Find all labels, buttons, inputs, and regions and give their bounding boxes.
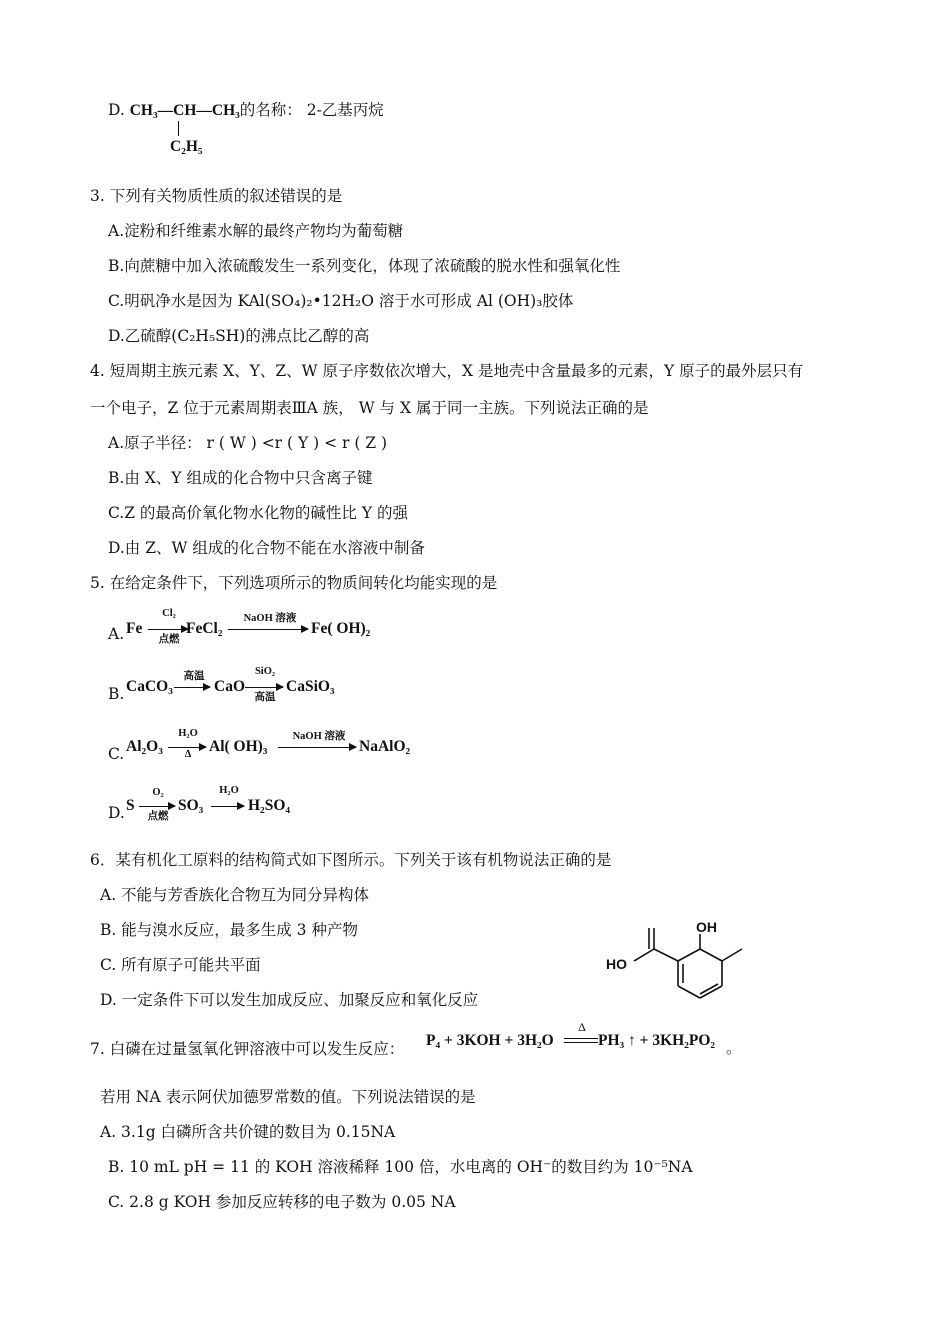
q5b-s2: CaO (214, 678, 245, 695)
q4-stem-1: 4. 短周期主族元素 X、Y、Z、W 原子序数依次增大，X 是地壳中含量最多的元素，Y 原子的最外层只有 (90, 362, 804, 380)
q6-option-c: C. 所有原子可能共平面 (100, 956, 261, 974)
q5a-s1: Fe (126, 620, 143, 637)
q3-option-b: B.向蔗糖中加入浓硫酸发生一系列变化，体现了浓硫酸的脱水性和强氧化性 (108, 257, 621, 275)
q6-structure-diagram (600, 918, 760, 1018)
q4-option-d: D.由 Z、W 组成的化合物不能在水溶液中制备 (108, 539, 425, 557)
q7-stem: 7. 白磷在过量氢氧化钾溶液中可以发生反应： (90, 1040, 405, 1058)
q5d-c2-top: H₂O (219, 785, 239, 796)
q5b-arrow-2 (245, 687, 283, 688)
q2-option-d (108, 101, 384, 121)
q5d-s3: H₂SO₄ (248, 797, 291, 814)
q2d-branch: C₂H₅ (170, 138, 203, 155)
q2d-suffix: 的名称： 2-乙基丙烷 (239, 101, 384, 119)
q5d-label: D. (108, 804, 125, 822)
q6-stem: 6．某有机化工原料的结构简式如下图所示。下列关于该有机物说法正确的是 (90, 851, 612, 869)
q5b-label: B. (108, 685, 125, 703)
q5a-c1-bot: 点燃 (158, 634, 180, 645)
q7-option-b: B. 10 mL pH = 11 的 KOH 溶液稀释 100 倍，水电离的 OH⁻的数目约为 10⁻⁵NA (108, 1158, 693, 1176)
q2d-branch-bond (178, 121, 179, 136)
q4-option-b: B.由 X、Y 组成的化合物中只含离子键 (108, 469, 373, 487)
q3-option-c: C.明矾净水是因为 KAl(SO₄)₂•12H₂O 溶于水可形成 Al (OH)₃胶体 (108, 292, 574, 310)
q3-option-d: D.乙硫醇(C₂H₅SH)的沸点比乙醇的高 (108, 327, 370, 345)
q5a-c1-top: Cl₂ (162, 608, 176, 619)
q7-equation (426, 1022, 756, 1062)
q5-option-a (108, 608, 508, 648)
q7-intro: 若用 NA 表示阿伏加德罗常数的值。下列说法错误的是 (100, 1088, 476, 1106)
q5d-s2: SO₃ (178, 797, 204, 814)
q5b-c2-bot: 高温 (254, 692, 276, 703)
q5a-c2-top: NaOH 溶液 (243, 613, 297, 624)
q5a-label: A. (108, 625, 125, 643)
q5b-c1-top: 高温 (183, 671, 205, 682)
q4-stem-2: 一个电子，Z 位于元素周期表ⅢA 族， W 与 X 属于同一主族。下列说法正确的是 (90, 399, 649, 417)
q7-rhs: PH₃ ↑ + 3KH₂PO₂ (598, 1032, 716, 1049)
q5-stem: 5. 在给定条件下，下列选项所示的物质间转化均能实现的是 (90, 574, 498, 592)
q5c-arrow-1 (168, 747, 206, 748)
q6-structure-bonds (634, 928, 742, 998)
q5b-s3: CaSiO₃ (286, 678, 335, 695)
q5-option-c (108, 726, 508, 766)
q5a-s3: Fe( OH)₂ (311, 620, 371, 637)
q5-option-d (108, 785, 508, 825)
q5a-s2: FeCl₂ (186, 620, 223, 637)
q5c-s3: NaAlO₂ (359, 738, 411, 755)
q5d-arrow-2 (211, 806, 244, 807)
q5a-arrow-1 (148, 629, 188, 630)
q5b-arrow-1 (174, 687, 210, 688)
q2d-label: D. (108, 101, 130, 119)
q7-condition: Δ (578, 1020, 586, 1034)
q5d-c1-top: O₂ (152, 787, 164, 798)
q4-option-a: A.原子半径： r ( W ) <r ( Y ) < r ( Z ) (108, 434, 388, 452)
q7-equals-sign (564, 1038, 598, 1043)
q5d-c1-bot: 点燃 (147, 811, 169, 822)
q6-option-b: B. 能与溴水反应，最多生成 3 种产物 (100, 921, 358, 939)
q7-lhs: P₄ + 3KOH + 3H₂O (426, 1032, 554, 1049)
q7-end: 。 (726, 1039, 742, 1057)
q5c-c2-top: NaOH 溶液 (292, 731, 346, 742)
q5c-s2: Al( OH)₃ (209, 738, 268, 755)
q5c-c1-bot: Δ (184, 749, 192, 760)
q5c-label: C. (108, 745, 125, 763)
q5a-arrow-2 (228, 629, 308, 630)
q5d-arrow-1 (139, 806, 175, 807)
q5d-s1: S (126, 797, 135, 814)
q3-option-a: A.淀粉和纤维素水解的最终产物均为葡萄糖 (108, 222, 404, 240)
q5b-s1: CaCO₃ (126, 678, 173, 695)
q6-option-d: D. 一定条件下可以发生加成反应、加聚反应和氧化反应 (100, 991, 479, 1009)
q6-oh-label: OH (696, 919, 717, 935)
q5c-s1: Al₂O₃ (126, 738, 163, 755)
q6-option-a: A. 不能与芳香族化合物互为同分异构体 (100, 886, 370, 904)
q4-option-c: C.Z 的最高价氧化物水化物的碱性比 Y 的强 (108, 504, 409, 522)
q2d-main-chain: CH₃—CH—CH₃ (129, 102, 240, 119)
q5c-c1-top: H₂O (178, 728, 198, 739)
q5b-c2-top: SiO₂ (254, 666, 276, 677)
q5-option-b (108, 666, 508, 706)
q3-stem: 3. 下列有关物质性质的叙述错误的是 (90, 187, 343, 205)
q5c-arrow-2 (278, 747, 356, 748)
q7-option-c: C. 2.8 g KOH 参加反应转移的电子数为 0.05 NA (108, 1193, 456, 1211)
q6-ho-label: HO (606, 956, 627, 972)
q7-option-a: A. 3.1g 白磷所含共价键的数目为 0.15NA (100, 1123, 396, 1141)
